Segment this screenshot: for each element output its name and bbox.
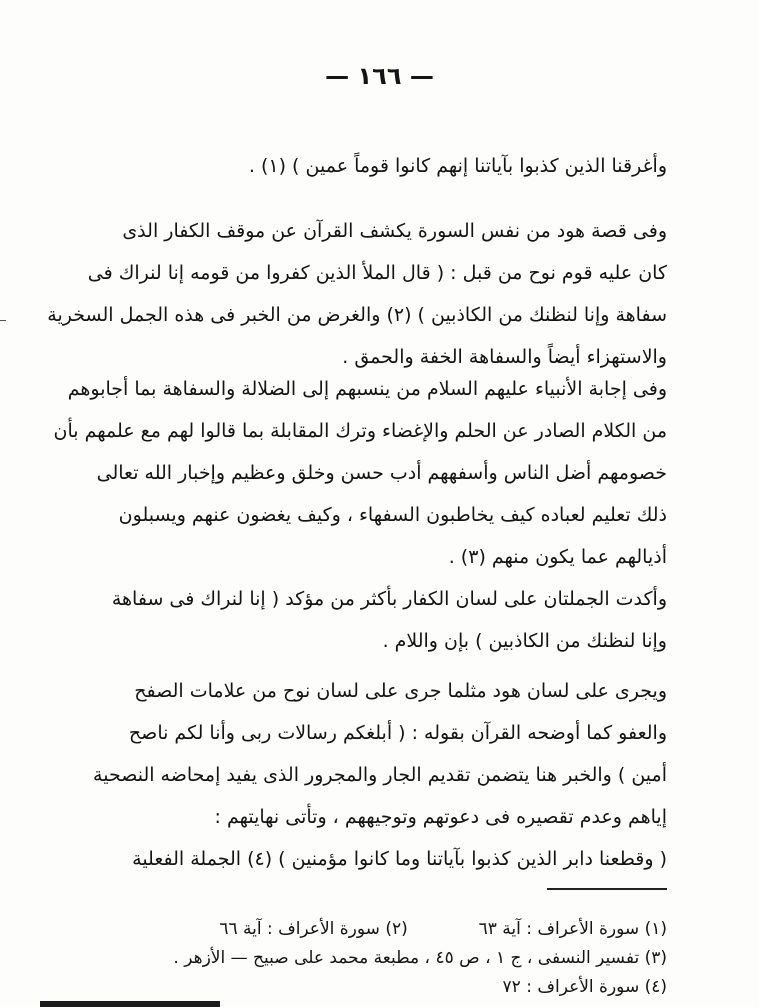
paragraph-6 bbox=[92, 838, 667, 880]
text-line: سفاهة وإنا لنظنك من الكاذبين ) (٢) والغرض من الخبر فى هذه الجمل السخرية bbox=[47, 304, 667, 326]
paragraph-2 bbox=[47, 210, 667, 378]
paragraph-3 bbox=[53, 368, 667, 578]
footnote-row bbox=[140, 915, 667, 944]
text-line: خصومهم أضل الناس وأسفههم أدب حسن وخلق وعظيم وإخبار الله تعالى bbox=[96, 462, 667, 484]
margin-mark bbox=[0, 320, 6, 321]
footnote-3: (٣) تفسير النسفى ، ج ١ ، ص ٤٥ ، مطبعة محمد على صبيح — الأزهر . bbox=[173, 948, 667, 968]
text-line: وأغرقنا الذين كذبوا بآياتنا إنهم كانوا قوماً عمين ) (١) . bbox=[248, 155, 667, 177]
footnote-1: (١) سورة الأعراف : آية ٦٣ bbox=[478, 919, 667, 939]
text-line: والعفو كما أوضحه القرآن بقوله : ( أبلغكم رسالات ربى وأنا لكم ناصح bbox=[128, 722, 667, 744]
text-line: ذلك تعليم لعباده كيف يخاطبون السفهاء ، وكيف يغضون عنهم ويسبلون bbox=[118, 504, 667, 526]
paragraph-4 bbox=[92, 578, 667, 662]
footnote-4: (٤) سورة الأعراف : ٧٢ bbox=[502, 977, 667, 997]
text-line: ( وقطعنا دابر الذين كذبوا بآياتنا وما كانوا مؤمنين ) (٤) الجملة الفعلية bbox=[132, 848, 667, 870]
footnotes bbox=[140, 915, 667, 1002]
text-line: وأكدت الجملتان على لسان الكفار بأكثر من مؤكد ( إنا لنراك فى سفاهة bbox=[111, 588, 667, 610]
text-line: وفى إجابة الأنبياء عليهم السلام من ينسبهم إلى الضلالة والسفاهة بما أجابوهم bbox=[67, 378, 667, 400]
text-line: إياهم وعدم تقصيره فى دعوتهم وتوجيههم ، وتأتى نهايتهم : bbox=[214, 806, 667, 828]
text-line: أمين ) والخبر هنا يتضمن تقديم الجار والمجرور الذى يفيد إمحاضه النصحية bbox=[93, 764, 667, 786]
paragraph-5 bbox=[92, 670, 667, 838]
text-line: أذيالهم عما يكون منهم (٣) . bbox=[448, 546, 667, 568]
footnote-divider bbox=[547, 888, 667, 890]
page-number: — ١٦٦ — bbox=[325, 62, 434, 90]
text-line: وإنا لنظنك من الكاذبين ) بإن واللام . bbox=[382, 630, 667, 652]
text-line: ويجرى على لسان هود مثلما جرى على لسان نوح من علامات الصفح bbox=[134, 680, 667, 702]
paragraph-1 bbox=[92, 145, 667, 187]
text-line: وفى قصة هود من نفس السورة يكشف القرآن عن موقف الكفار الذى bbox=[122, 220, 667, 242]
footnote-2: (٢) سورة الأعراف : آية ٦٦ bbox=[219, 919, 408, 939]
scan-edge bbox=[40, 1001, 220, 1007]
text-line: كان عليه قوم نوح من قبل : ( قال الملأ الذين كفروا من قومه إنا لنراك فى bbox=[87, 262, 667, 284]
text-line: والاستهزاء أيضاً والسفاهة الخفة والحمق . bbox=[342, 346, 667, 368]
text-line: من الكلام الصادر عن الحلم والإغضاء وترك المقابلة بما قالوا لهم مع علمهم بأن bbox=[53, 420, 667, 442]
